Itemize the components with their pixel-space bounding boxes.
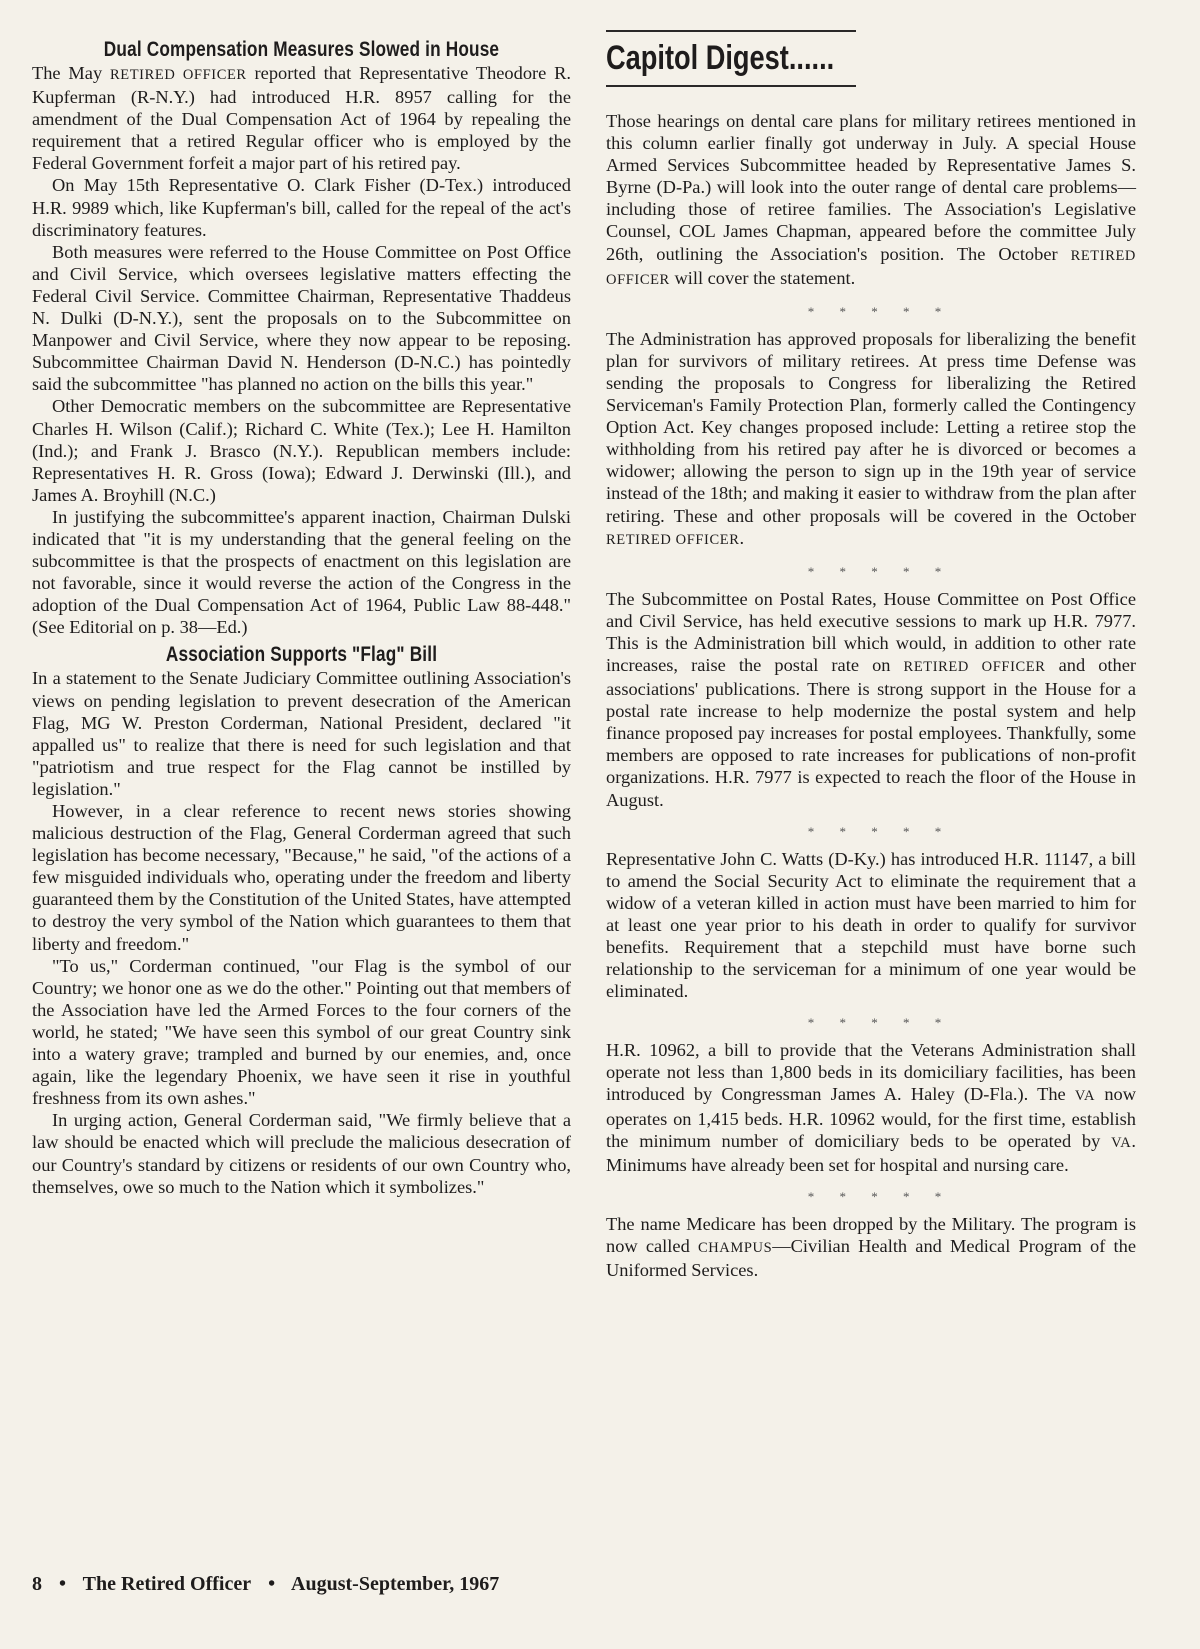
paragraph: The May RETIRED OFFICER reported that Representative Theodore R. Kupferman (R-N.Y.) had introduced H.R. 8957 calling for the amendment of the Dual Compensation Act of 1964 by repealing the requirement that a retired Regular officer who is employed by the Federal Government forfeit a major part of his retired pay. [32, 63, 572, 174]
footer-bullet: • [268, 1573, 276, 1595]
digest-item: The name Medicare has been dropped by the Military. The program is now called CHAMPUS—Civilian Health and Medical Program of the Uniformed Services. [606, 1213, 1136, 1281]
publication-name: RETIRED OFFICER [109, 67, 247, 83]
issue-date: August-September, 1967 [291, 1573, 500, 1595]
publication-name: RETIRED OFFICER [606, 531, 740, 548]
digest-item: H.R. 10962, a bill to provide that the Veterans Administration shall operate not less than 1,800 beds in its domiciliary facilities, has been introduced by Congressman James A. Haley (D-Fla.). The VA now operates on 1,415 beds. H.R. 10962 would, for the first time, establish the minimum number of domiciliary beds to be operated by VA. Minimums have already been set for hospital and nursing care. [606, 1040, 1136, 1175]
footer-bullet: • [59, 1573, 67, 1595]
page-number: 8 [32, 1573, 42, 1595]
publication-name: RETIRED OFFICER [606, 247, 1136, 288]
header-rule-top [606, 30, 856, 32]
paragraph: Both measures were referred to the House Committee on Post Office and Civil Service, which oversees legislative matters effecting the Federal Civil Service. Committee Chairman, Representative Thaddeus N. Dulki (D-N.Y.), sent the proposals on to the Subcommittee on Manpower and Civil Service, where they now appear to be reposing. Subcommittee Chairman David N. Henderson (D-N.C.) has pointedly said the subcommittee "has planned no action on the bills this year." [32, 241, 571, 395]
digest-item: Those hearings on dental care plans for military retirees mentioned in this column earlier finally got underway in July. A special House Armed Services Subcommittee headed by Representative James S. Byrne (D-Pa.) will look into the outer range of dental care problems—including those of retiree families. The Association's Legislative Counsel, COL James Chapman, appeared before the committee July 26th, outlining the Association's position. The October RETIRED OFFICER will cover the statement. [606, 111, 1136, 288]
publication-title: The Retired Officer [82, 1573, 252, 1595]
separator-asterisks: * * * * * [807, 823, 953, 839]
section-title-dual-compensation: Dual Compensation Measures Slowed in House [103, 38, 500, 61]
paragraph: Other Democratic members on the subcommittee are Representative Charles H. Wilson (Calif.); Richard C. White (Tex.); Lee H. Hamilton (Ind.); and Frank J. Brasco (N.Y.). Republican members include: Representatives H. R. Gross (Iowa); Edward J. Derwinski (Ill.), and James A. Broyhill (N.C.) [32, 396, 571, 505]
paragraph: On May 15th Representative O. Clark Fisher (D-Tex.) introduced H.R. 9989 which, like Kupferman's bill, called for the repeal of the act's discriminatory features. [32, 175, 571, 240]
digest-item: The Subcommittee on Postal Rates, House Committee on Post Office and Civil Service, has held executive sessions to mark up H.R. 7977. This is the Administration bill which would, in addition to other rate increases, raise the postal rate on RETIRED OFFICER and other associations' publications. There is strong support in the House for a postal rate increase to help modernize the postal system and help finance proposed pay increases for postal employees. Thankfully, some members are opposed to rate increases for publications of non-profit organizations. H.R. 7977 is expected to reach the floor of the House in August. [606, 588, 1137, 810]
digest-item: Representative John C. Watts (D-Ky.) has introduced H.R. 11147, a bill to amend the Social Security Act to eliminate the requirement that a widow of a veteran killed in action must have been married to him for at least one year prior to his death in order to qualify for survivor benefits. Requirement that a stepchild must have borne such relationship to the serviceman for a minimum of one year would be eliminated. [606, 848, 1136, 1002]
paragraph: However, in a clear reference to recent news stories showing malicious destruction of the Flag, General Corderman agreed that such legislation has become necessary, "Because," he said, "of the actions of a few misguided individuals who, operating under the freedom and liberty guaranteed them by the Constitution of the United States, have attempted to destroy the very symbol of the Nation which guarantees to them that liberty and freedom." [32, 801, 571, 954]
right-column [606, 110, 1136, 1281]
digest-item: The Administration has approved proposals for liberalizing the benefit plan for survivors of military retirees. At press time Defense was sending the proposals to Congress for liberalizing the Retired Serviceman's Family Protection Plan, formerly called the Contingency Option Act. Key changes proposed include: Letting a retiree stop the withholding from his retired pay after he is divorced or becomes a widower; allowing the person to sign up in the 19th year of service instead of the 18th; and making it easier to withdraw from the plan after retiring. These and other proposals will be covered in the October RETIRED OFFICER. [606, 328, 1136, 548]
agency-abbreviation: VA [1111, 1134, 1132, 1151]
paragraph: In urging action, General Corderman said, "We firmly believe that a law should be enacted which will preclude the malicious desecration of our Country's standard by citizens or residents of our own Country who, themselves, owe so much to the Nation which it symbolizes." [32, 1110, 571, 1197]
page-footer [32, 1572, 632, 1596]
capitol-digest-title: Capitol Digest...... [606, 39, 835, 77]
header-rule-bottom [606, 85, 856, 87]
separator-asterisks: * * * * * [807, 303, 953, 319]
paragraph: In a statement to the Senate Judiciary Committee outlining Association's views on pending legislation to prevent desecration of the American Flag, MG W. Preston Corderman, National President, declared "it appalled us" to realize that there is need for such legislation and that "patriotism and true respect for the Flag cannot be instilled by legislation." [32, 668, 571, 799]
publication-name: RETIRED OFFICER [903, 658, 1046, 675]
section-title-flag-bill: Association Supports "Flag" Bill [165, 643, 438, 667]
separator-asterisks: * * * * * [807, 1015, 953, 1031]
paragraph: In justifying the subcommittee's apparent inaction, Chairman Dulski indicated that "it is my understanding that the general feeling on the subcommittee is that the prospects of enactment on this legislation are not favorable, since it would reverse the action of the Congress in the adoption of the Dual Compensation Act of 1964, Public Law 88-448." (See Editorial on p. 38—Ed.) [32, 506, 571, 638]
left-column [32, 0, 571, 1198]
program-abbreviation: CHAMPUS [697, 1239, 773, 1256]
agency-abbreviation: VA [1074, 1088, 1096, 1105]
separator-asterisks: * * * * * [807, 563, 953, 579]
paragraph: "To us," Corderman continued, "our Flag is the symbol of our Country; we honor one as we do the other." Pointing out that members of the Association have led the Armed Forces to the four corners of the world, he stated; "We have seen this symbol of our great Country sink into a watery grave; trampled and burned by our enemies, and, once again, like the legendary Phoenix, we have seen it rise in youthful freshness from its own ashes." [32, 955, 571, 1109]
separator-asterisks: * * * * * [807, 1188, 953, 1204]
capitol-digest-header [606, 30, 856, 87]
